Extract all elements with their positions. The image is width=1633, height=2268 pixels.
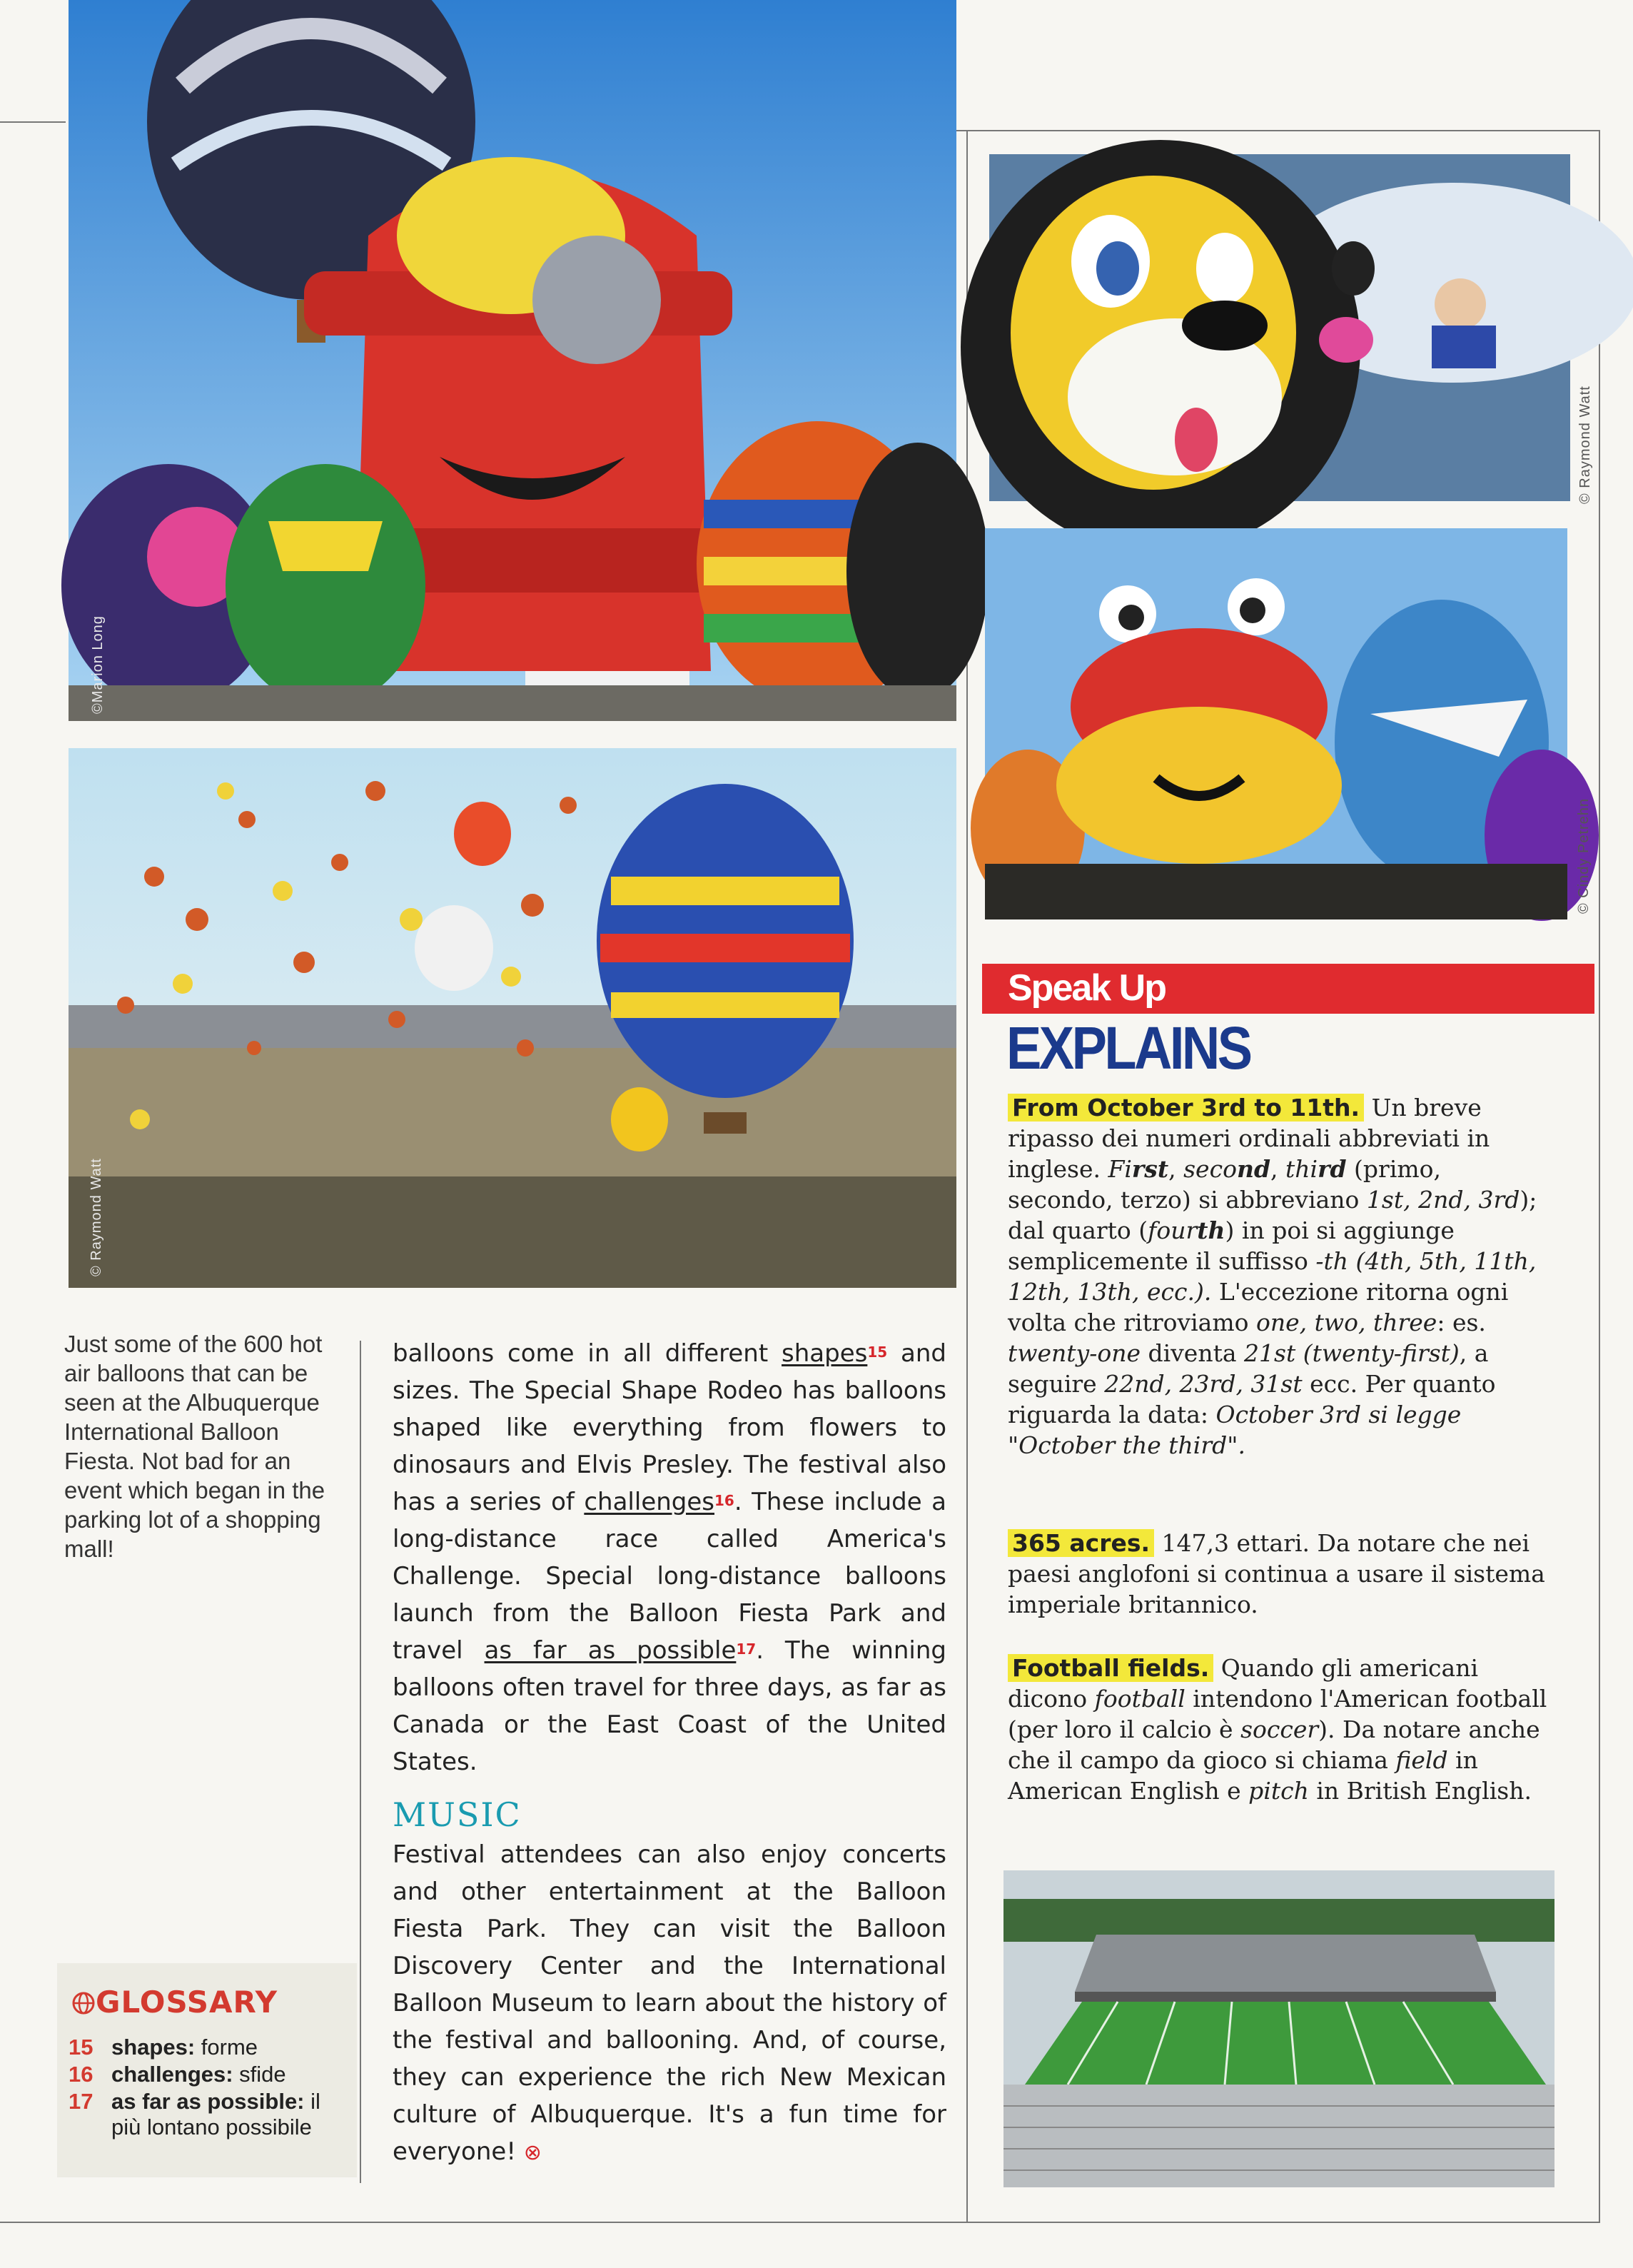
article-paragraph: balloons come in all different shapes$^{15}$ and sizes. The Special Shape Rodeo has balloons shaped like everything from flowers to dinosaurs and Elvis Presley. The festival also has a series of challenges$^{16}$. These include a long-distance race called America's Challenge. Special long-distance balloons launch from the Balloon Fiesta Park and travel as far as possible$^{17}$. The winning balloons often travel for three days, as far as Canada or the East Coast of the United States. xyxy=(393,1339,946,1776)
crab-and-shark-balloons-photo xyxy=(985,528,1592,919)
end-mark-icon: ⊗ xyxy=(523,2140,542,2165)
balloons-over-desert-photo xyxy=(69,748,956,1288)
globe-icon xyxy=(71,1985,96,2020)
highlight-term: 365 acres. xyxy=(1008,1529,1154,1557)
article-body xyxy=(393,1335,946,2172)
article-paragraph: Festival attendees can also enjoy concerts and other entertainment at the Balloon Fiesta Park. They can visit the Balloon Discovery Center and the International Balloon Museum to learn about the history of the festival and ballooning. And, of course, they can experience the rich New Mexican culture of Albuquerque. It's a fun time for everyone! ⊗ xyxy=(393,1840,946,2166)
glossary-ref: 15 xyxy=(867,1344,888,1361)
column-divider xyxy=(360,1341,361,2183)
highlight-term: From October 3rd to 11th. xyxy=(1008,1094,1364,1122)
bottom-rule xyxy=(0,2222,1600,2223)
photo-credit: © Raymond Watt xyxy=(1577,385,1593,504)
glossary-term: challenges xyxy=(584,1488,714,1516)
explain-entry-ordinals: From October 3rd to 11th. Un breve ripasso dei numeri ordinali abbreviati in inglese. First, second, third (primo, secondo, terzo) si abbreviano 1st, 2nd, 3rd); dal quarto (fourth) in poi si aggiunge semplicemente il suffisso -th (4th, 5th, 11th, 12th, 13th, ecc.). L'eccezione ritorna ogni volta che ritroviamo one, two, three: es. twenty-one diventa 21st (twenty-first), a seguire 22nd, 23rd, 31st ecc. Per quanto riguarda la data: October 3rd si legge "October the third". xyxy=(1008,1094,1537,1459)
glossary-ref: 17 xyxy=(736,1640,757,1658)
photo-credit: ©Marion Long xyxy=(90,615,106,714)
glossary-term: shapes xyxy=(782,1339,868,1368)
section-heading-music: MUSIC xyxy=(393,1795,522,1834)
photo-caption: Just some of the 600 hot air balloons that can be seen at the Albuquerque International Balloon Fiesta. Not bad for an event which began in the parking lot of a shopping mall! xyxy=(64,1331,325,1562)
sidebar-top-rule xyxy=(956,130,1599,131)
sidebar-brand-banner: Speak Up xyxy=(982,964,1594,1014)
glossary-title: GLOSSARY xyxy=(71,1985,278,2020)
explain-entry-football: Football fields. Quando gli americani dicono football intendono l'American football (per loro il calcio è soccer). Da notare anche che il campo da gioco si chiama field in American English e pitch in British English. xyxy=(1008,1654,1547,1805)
glossary-box xyxy=(57,1963,357,2177)
glossary-ref: 16 xyxy=(714,1492,734,1509)
highlight-term: Football fields. xyxy=(1008,1654,1213,1682)
sidebar-left-rule xyxy=(966,130,968,2222)
photo-credit: © Cindy Petrehn xyxy=(1576,797,1592,914)
lion-shaped-balloon-photo xyxy=(989,154,1593,504)
glossary-item: 16 challenges: sfide xyxy=(69,2062,286,2087)
glossary-item: 17 as far as possible: il più lontano possibile xyxy=(69,2089,320,2140)
football-stadium-photo xyxy=(1003,1870,1554,2187)
photo-credit: © Raymond Watt xyxy=(89,1158,104,1276)
glossary-term: as far as possible xyxy=(484,1636,737,1665)
hot-air-balloons-photo xyxy=(69,0,956,721)
glossary-item: 15 shapes: forme xyxy=(69,2035,258,2060)
sidebar-right-rule xyxy=(1599,130,1600,2222)
sidebar-title: EXPLAINS xyxy=(1006,1014,1250,1082)
top-left-rule xyxy=(0,121,66,123)
explain-entry-acres: 365 acres. 147,3 ettari. Da notare che nei paesi anglofoni si continua a usare il sistema imperiale britannico. xyxy=(1008,1529,1545,1618)
